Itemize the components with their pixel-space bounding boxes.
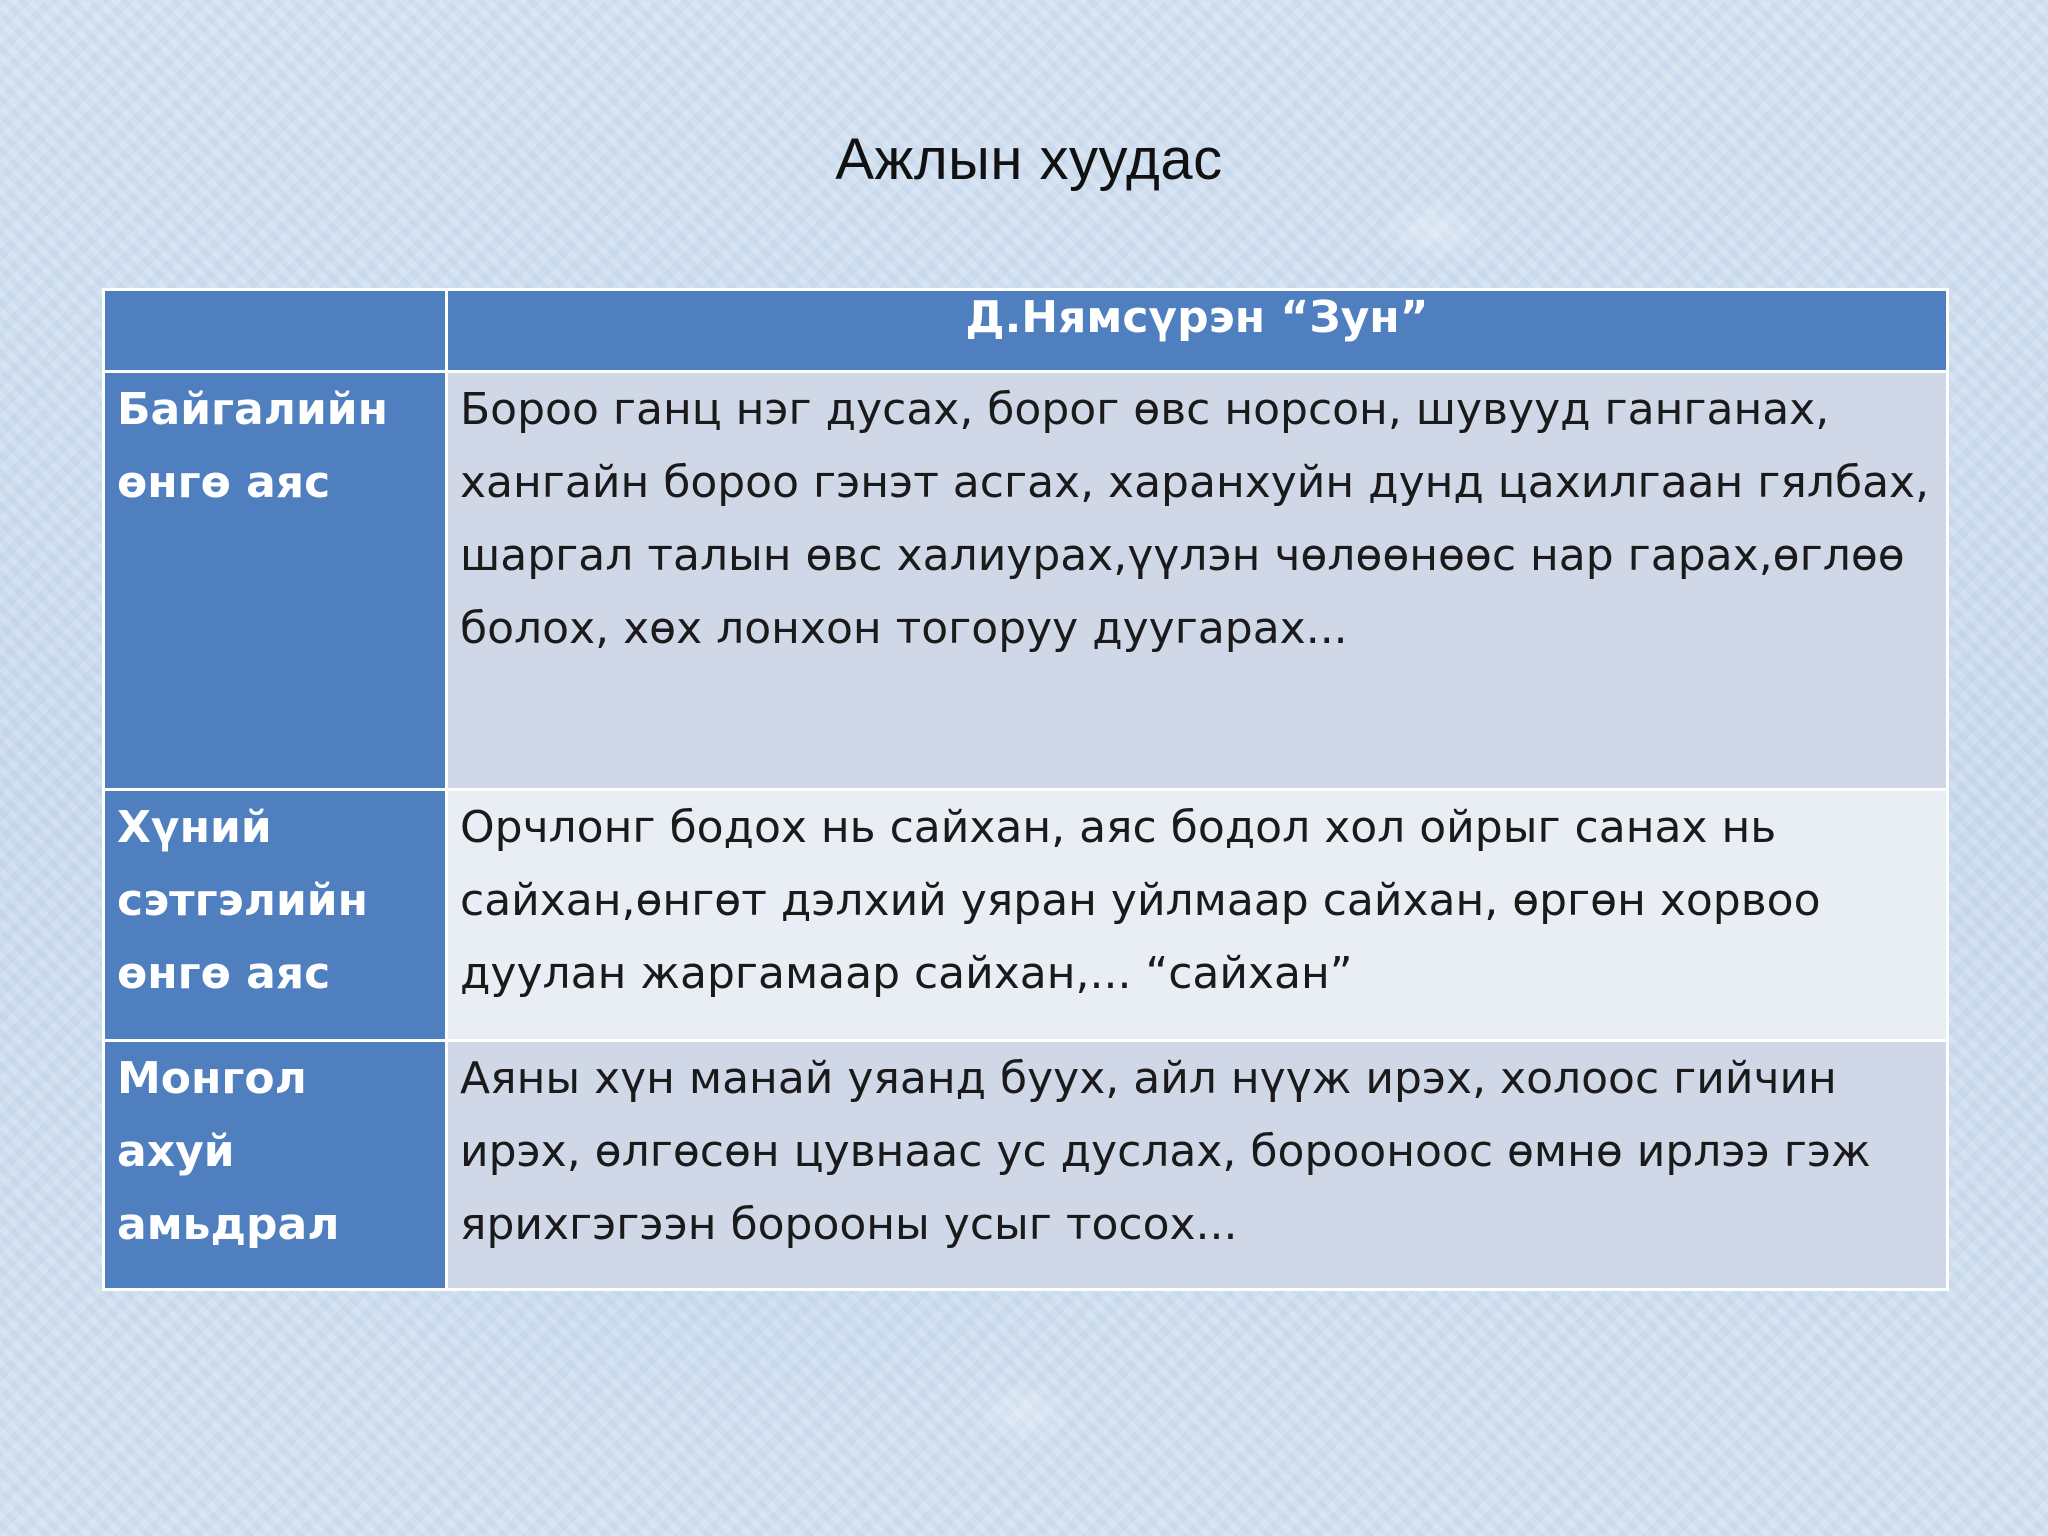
row-label-human-mood: Хүний сэтгэлийн өнгө аяс: [104, 790, 447, 1041]
table-row: [104, 790, 1948, 1041]
page-title: Ажлын хуудас: [835, 127, 1223, 192]
header-cell-title: Д.Нямсүрэн “Зун”: [447, 290, 1948, 372]
row-text-mongol-life: Аяны хүн манай уяанд буух, айл нүүж ирэх, холоос гийчин ирэх, өлгөсөн цувнаас ус дуслах, бороонoос өмнө ирлээ гэж ярихгэгээн борооны усыг тосох...: [447, 1041, 1948, 1290]
table-row: [104, 1041, 1948, 1290]
row-label-nature: Байгалийн өнгө аяс: [104, 372, 447, 790]
table-row: [104, 372, 1948, 790]
row-label-mongol-life: Монгол ахуй амьдрал: [104, 1041, 447, 1290]
row-text-human-mood: Орчлонг бодох нь сайхан, аяс бодол хол ойрыг санах нь сайхан,өнгөт дэлхий уяран уйлмаар сайхан, өргөн хорвоо дуулан жаргамаар сайхан,... “сайхан”: [447, 790, 1948, 1041]
header-cell-empty: [104, 290, 447, 372]
worksheet-table: [102, 288, 1949, 1291]
row-text-nature: Бороо ганц нэг дусах, борог өвс норсон, шувууд ганганах, хангайн бороо гэнэт асгах, харанхуйн дунд цахилгаан гялбах, шаргал талын өвс халиурах,үүлэн чөлөөнөөс нар гарах,өглөө болох, хөх лонхон тогоруу дуугарах...: [447, 372, 1948, 790]
table-header-row: [104, 290, 1948, 372]
